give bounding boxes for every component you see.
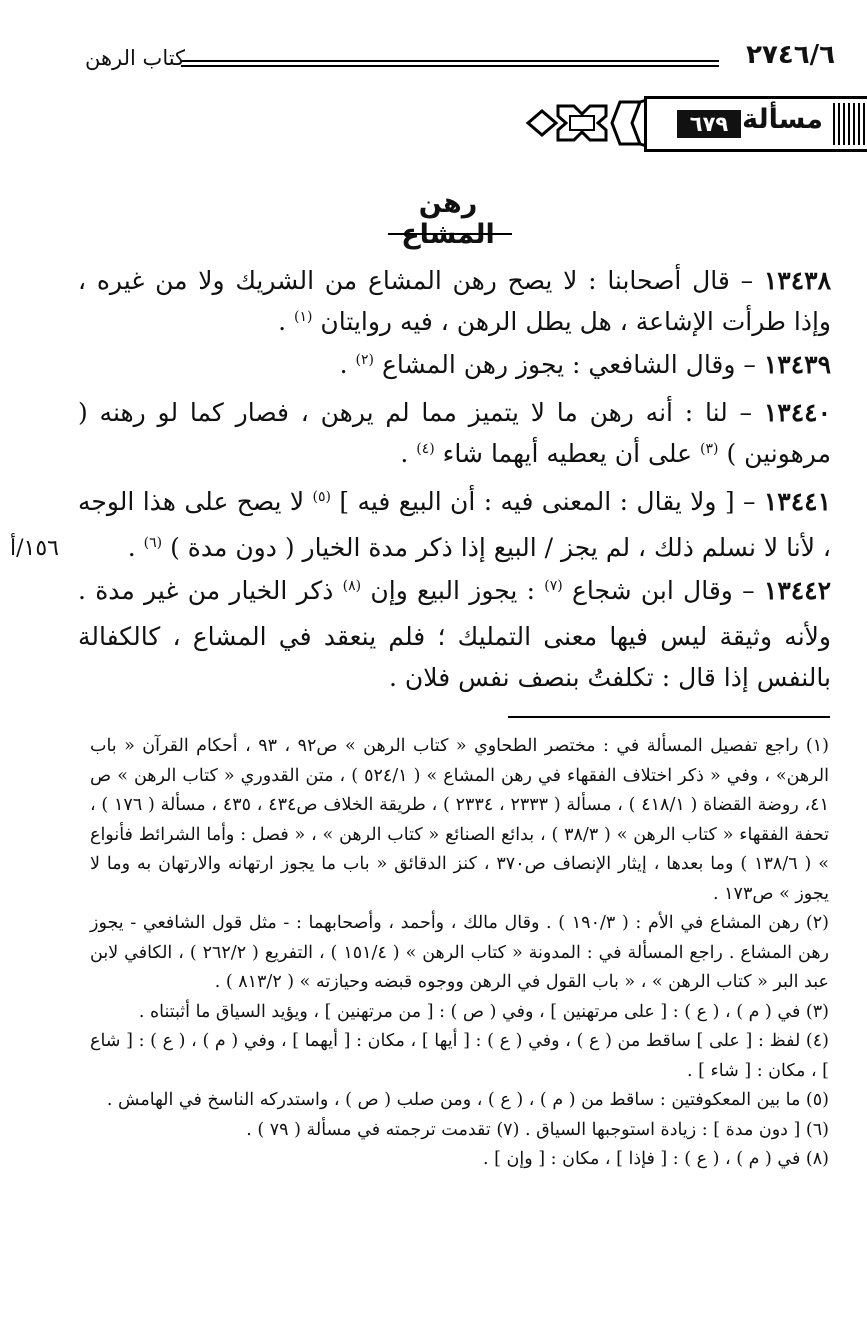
masala-box xyxy=(644,96,867,152)
footnote: (١) راجع تفصيل المسألة في : مختصر الطحاوي « كتاب الرهن » ص٩٢ ، ٩٣ ، أحكام القرآن « باب الرهن» ، وفي « ذكر اختلاف الفقهاء في رهن المشاع » ( ٥٢٤/١ ) ، متن القدوري « كتاب الرهن » ص ٤١، روضة القضاة ( ٤١٨/١ ) ، مسألة ( ٢٣٣٣ ، ٢٣٣٤ ) ، طريقة الخلاف ص٤٣٤ ، ٤٣٥ ، مسألة ( ١٧٦ ) ، تحفة الفقهاء « كتاب الرهن » ( ٣٨/٣ ) ، بدائع الصنائع « كتاب الرهن » ، « فصل : وأما الشرائط فأنواع » ( ١٣٨/٦ ) وما بعدها ، إيثار الإنصاف ص٣٧٠ ، كنز الدقائق « باب ما يجوز ارتهانه والارتهان به وما لا يجوز » ص١٧٣ . xyxy=(90,736,829,904)
paragraph-end: . xyxy=(339,350,356,379)
paragraph-text: – وقال الشافعي : يجوز رهن المشاع xyxy=(381,350,756,379)
paragraph-text-2: على أن يعطيه أيهما شاء xyxy=(442,439,701,468)
footnote-ref: (٣) xyxy=(700,441,719,457)
footnote: (٣) في ( م ) ، ( ع ) : [ على مرتهنين ] ، وفي ( ص ) : [ من مرتهنين ] ، ويؤيد السياق ما أثبتناه . xyxy=(138,1001,829,1022)
masala-banner xyxy=(520,96,867,150)
ornament-icon xyxy=(520,96,660,150)
paragraph-text: – وقال ابن شجاع xyxy=(572,576,755,605)
footnotes xyxy=(90,732,829,1175)
masala-number: ٦٧٩ xyxy=(677,110,741,138)
footnote-ref: (٨) xyxy=(342,578,362,594)
paragraph-text-3: ذكر الخيار من غير مدة . ولأنه وثيقة ليس فيها معنى التمليك ؛ فلم ينعقد في المشاع ، كالكفالة بالنفس إذا قال : تكلفتُ بنصف نفس فلان . xyxy=(78,576,831,692)
footnote-ref: (٤) xyxy=(416,441,435,457)
footnote-separator xyxy=(508,716,830,718)
paragraph-end: . xyxy=(127,533,144,562)
section-title: رهن المشاع xyxy=(401,188,495,250)
footnote-ref: (٧) xyxy=(544,578,563,594)
footnote: (٤) لفظ : [ على ] ساقط من ( ع ) ، وفي ( ع ) : [ أيها ] ، مكان : [ أيهما ] ، وفي ( م ) ، ( ع ) : [ شاع ] ، مكان : [ شاء ] . xyxy=(90,1031,829,1081)
paragraph-5 xyxy=(78,570,831,698)
paragraph-3 xyxy=(78,392,831,479)
paragraph-1 xyxy=(78,260,831,347)
masala-label: مسألة xyxy=(742,104,823,135)
paragraph-2 xyxy=(78,344,831,390)
paragraph-text: – لنا : أنه رهن ما لا يتميز مما لم يرهن ، فصار كما لو رهنه ( مرهونين ) xyxy=(78,398,831,468)
paragraph-text-2: لا يصح على هذا الوجه ، لأنا لا نسلم ذلك ، لم يجز / البيع إذا ذكر مدة الخيار ( دون مدة ) xyxy=(78,487,831,562)
footnote: (٦) [ دون مدة ] : زيادة استوجبها السياق . (٧) تقدمت ترجمته في مسألة ( ٧٩ ) . xyxy=(246,1119,829,1140)
paragraph-number: ١٣٤٣٩ xyxy=(763,350,831,379)
paragraph-number: ١٣٤٤٠ xyxy=(763,398,831,427)
title-underline xyxy=(388,233,512,235)
paragraph-number: ١٣٤٤٢ xyxy=(763,576,832,605)
paragraph-number: ١٣٤٤١ xyxy=(763,487,831,516)
paragraph-end: . xyxy=(400,439,417,468)
header-rule xyxy=(181,60,719,67)
footnote-ref: (٦) xyxy=(143,535,163,551)
footnote-ref: (٢) xyxy=(355,352,374,368)
footnote-ref: (٥) xyxy=(312,489,331,505)
paragraph-number: ١٣٤٣٨ xyxy=(763,266,832,295)
paragraph-4 xyxy=(78,481,831,573)
stripes-decoration xyxy=(833,103,867,145)
margin-folio-ref: ١٥٦/أ xyxy=(10,536,59,561)
paragraph-end: . xyxy=(278,307,294,336)
paragraph-text: – [ ولا يقال : المعنى فيه : أن البيع فيه ] xyxy=(339,487,756,516)
footnote-ref: (١) xyxy=(294,309,313,325)
paragraph-text-2: : يجوز البيع وإن xyxy=(370,576,545,605)
paragraph-text: – قال أصحابنا : لا يصح رهن المشاع من الشريك ولا من غيره ، وإذا طرأت الإشاعة ، هل يطل الرهن ، فيه روايتان xyxy=(78,266,831,336)
footnote: (٥) ما بين المعكوفتين : ساقط من ( م ) ، ( ع ) ، ومن صلب ( ص ) ، واستدركه الناسخ في الهامش . xyxy=(106,1090,829,1110)
book-title: كتاب الرهن xyxy=(85,46,186,70)
running-header xyxy=(85,36,835,76)
page-reference: ٢٧٤٦/٦ xyxy=(746,40,835,70)
footnote: (٢) رهن المشاع في الأم : ( ١٩٠/٣ ) . وقال مالك ، وأحمد ، وأصحابهما : - مثل قول الشافعي - يجوز رهن المشاع . راجع المسألة في : المدونة « كتاب الرهن » ( ١٥١/٤ ) ، التفريع ( ٢٦٢/٢ ) ، الكافي لابن عبد البر « كتاب الرهن » ، « باب القول في الرهن ووجوه قبضه وحيازته » ( ٨١٣/٢ ) . xyxy=(90,913,829,992)
footnote: (٨) في ( م ) ، ( ع ) : [ فإذا ] ، مكان : [ وإن ] . xyxy=(483,1149,829,1169)
